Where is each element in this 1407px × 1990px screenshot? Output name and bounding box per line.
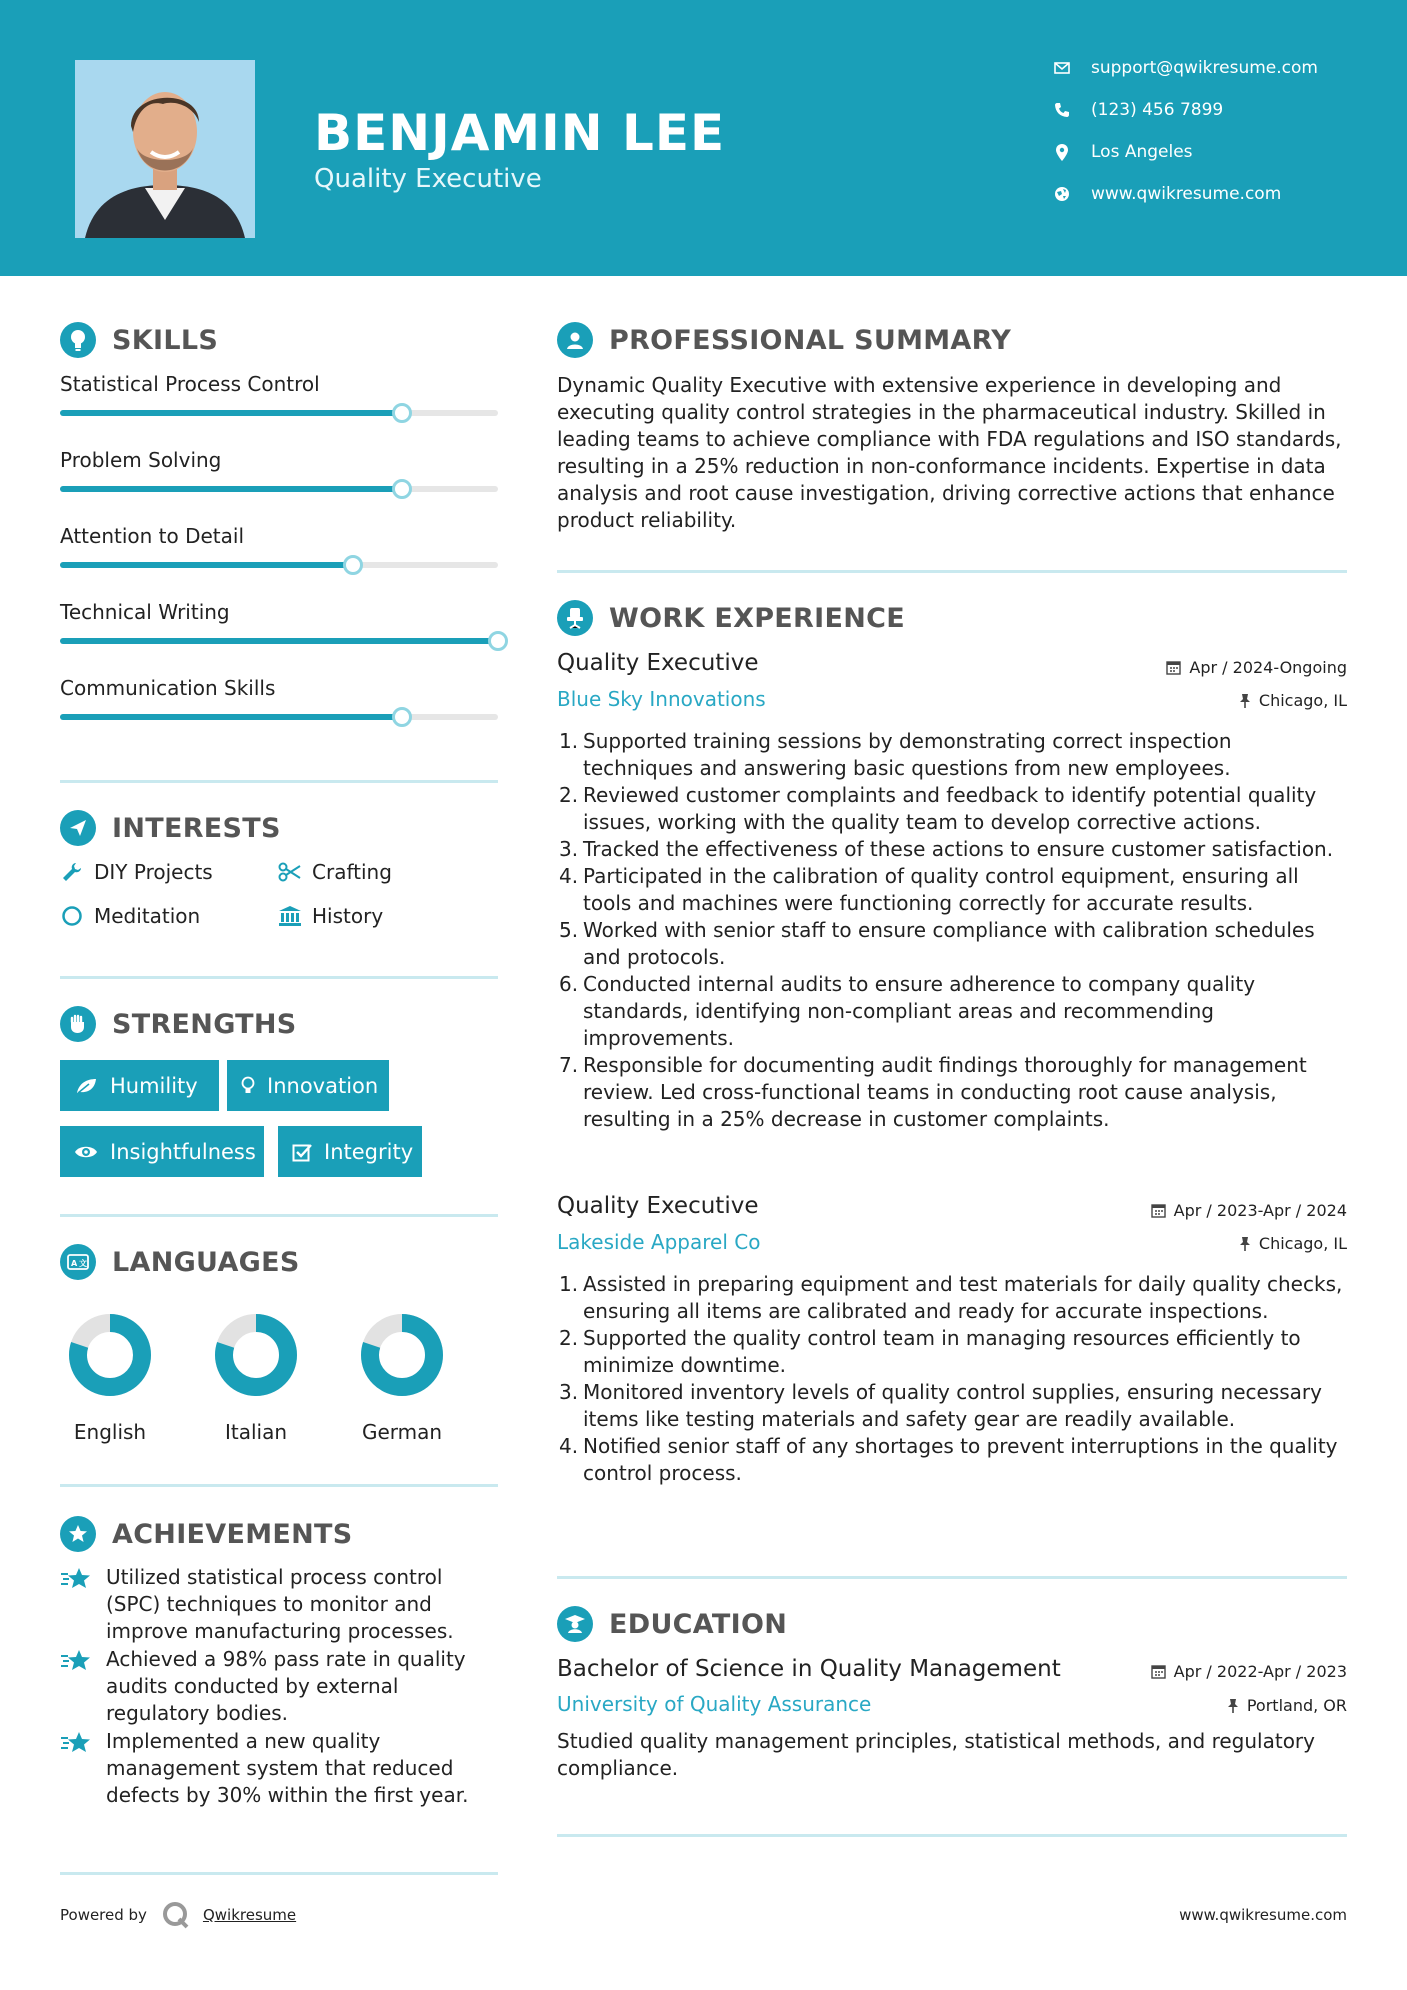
- language-donut: [67, 1312, 153, 1398]
- calendar-icon: [1151, 1664, 1166, 1679]
- bullet-text: Worked with senior staff to ensure compliance with calibration schedules and protocols.: [583, 918, 1315, 969]
- job-dates-text: Apr / 2023-Apr / 2024: [1173, 1201, 1347, 1220]
- bullet-text: Supported training sessions by demonstrating correct inspection techniques and answering basic questions from new employees.: [583, 729, 1232, 780]
- bullet-text: Reviewed customer complaints and feedback to identify potential quality issues, working with the quality team to develop corrective actions.: [583, 783, 1317, 834]
- achievement-text: Achieved a 98% pass rate in quality audits conducted by external regulatory bodies.: [106, 1647, 466, 1725]
- hand-icon: [60, 1006, 96, 1042]
- job-location-text: Chicago, IL: [1258, 691, 1347, 710]
- brand-link[interactable]: Qwikresume: [202, 1906, 297, 1924]
- education-dates: [1151, 1662, 1347, 1681]
- envelope-icon: [1053, 59, 1071, 77]
- job-bullet: [559, 1271, 1347, 1325]
- bullet-number: 3.: [559, 837, 579, 861]
- powered-by-text: Powered by: [60, 1906, 147, 1924]
- bullet-number: 2.: [559, 1326, 579, 1350]
- strength-label: Innovation: [267, 1073, 379, 1098]
- skill-level-knob: [488, 631, 508, 651]
- job-bullet: [559, 917, 1347, 971]
- job-bullet: [559, 863, 1347, 917]
- circle-icon: [60, 904, 84, 928]
- education-dates-text: Apr / 2022-Apr / 2023: [1173, 1662, 1347, 1681]
- bullet-text: Notified senior staff of any shortages to prevent interruptions in the quality control process.: [583, 1434, 1338, 1485]
- bullet-number: 4.: [559, 864, 579, 888]
- calendar-icon: [1166, 660, 1181, 675]
- languages-heading: [60, 1244, 300, 1280]
- bullet-number: 1.: [559, 1272, 579, 1296]
- leaf-icon: [74, 1074, 98, 1098]
- achievement-item: [60, 1646, 498, 1727]
- job-bullet: [559, 836, 1347, 863]
- graduate-icon: [557, 1606, 593, 1642]
- star-icon: [60, 1648, 92, 1680]
- section-divider: [60, 1872, 498, 1875]
- svg-text:文: 文: [79, 1259, 88, 1268]
- bullet-text: Tracked the effectiveness of these actions to ensure customer satisfaction.: [583, 837, 1334, 861]
- location-icon: [1053, 143, 1071, 161]
- job-bullets: [559, 1271, 1347, 1487]
- section-divider: [557, 1576, 1347, 1579]
- calendar-icon: [1151, 1203, 1166, 1218]
- profile-photo: [75, 60, 255, 238]
- strength-label: Integrity: [324, 1139, 414, 1164]
- contact-email[interactable]: [1053, 58, 1318, 78]
- job-bullet: [559, 782, 1347, 836]
- skill-level-knob: [392, 403, 412, 423]
- paper-plane-icon: [60, 810, 96, 846]
- candidate-name: BENJAMIN LEE: [314, 104, 726, 162]
- job-dates-text: Apr / 2024-Ongoing: [1189, 658, 1347, 677]
- interest-label: Crafting: [312, 860, 392, 884]
- interest-label: Meditation: [94, 904, 201, 928]
- star-badge-icon: [60, 1516, 96, 1552]
- interest-item: [60, 860, 213, 884]
- language-donut: [359, 1312, 445, 1398]
- strength-label: Insightfulness: [110, 1139, 256, 1164]
- bullet-text: Supported the quality control team in managing resources efficiently to minimize downtime.: [583, 1326, 1301, 1377]
- bullet-text: Participated in the calibration of quality control equipment, ensuring all tools and machines were functioning correctly for accurate results.: [583, 864, 1299, 915]
- languages-title: LANGUAGES: [112, 1246, 300, 1278]
- strength-tag: [60, 1126, 264, 1177]
- achievement-item: [60, 1728, 498, 1809]
- contact-website-text: www.qwikresume.com: [1091, 184, 1282, 204]
- education-location-text: Portland, OR: [1246, 1696, 1347, 1715]
- summary-title: PROFESSIONAL SUMMARY: [609, 324, 1012, 356]
- job-dates: [1166, 658, 1347, 677]
- bullet-text: Assisted in preparing equipment and test materials for daily quality checks, ensuring all items are calibrated and ready for accurate inspections.: [583, 1272, 1343, 1323]
- interest-item: [60, 904, 200, 928]
- skill-label: Problem Solving: [60, 448, 222, 472]
- skill-level-knob: [343, 555, 363, 575]
- experience-heading: [557, 600, 905, 636]
- job-bullet: [559, 728, 1347, 782]
- footer-powered-by: [60, 1900, 296, 1930]
- job-title: Quality Executive: [557, 650, 759, 676]
- section-divider: [60, 780, 498, 783]
- education-heading: [557, 1606, 787, 1642]
- skills-heading: [60, 322, 218, 358]
- bullet-number: 7.: [559, 1053, 579, 1077]
- skill-bar: [60, 486, 498, 492]
- skill-label: Statistical Process Control: [60, 372, 320, 396]
- company-name: Lakeside Apparel Co: [557, 1230, 761, 1254]
- skill-bar-fill: [60, 486, 402, 492]
- education-location: [1227, 1696, 1347, 1715]
- star-icon: [60, 1730, 92, 1762]
- section-divider: [60, 1214, 498, 1217]
- strength-tag: [227, 1060, 389, 1111]
- contact-phone-text: (123) 456 7899: [1091, 100, 1224, 120]
- job-bullet: [559, 1379, 1347, 1433]
- contact-website[interactable]: [1053, 184, 1281, 204]
- skill-label: Attention to Detail: [60, 524, 245, 548]
- bullet-number: 1.: [559, 729, 579, 753]
- eye-icon: [74, 1140, 98, 1164]
- contact-location: [1053, 142, 1193, 162]
- achievements-heading: [60, 1516, 353, 1552]
- language-item: [60, 1312, 160, 1444]
- job-bullet: [559, 971, 1347, 1052]
- education-text: Studied quality management principles, statistical methods, and regulatory compliance.: [557, 1729, 1315, 1780]
- contact-phone[interactable]: [1053, 100, 1223, 120]
- language-icon: [60, 1244, 96, 1280]
- summary-heading: [557, 322, 1011, 358]
- scissors-icon: [278, 860, 302, 884]
- job-location-text: Chicago, IL: [1258, 1234, 1347, 1253]
- section-divider: [60, 976, 498, 979]
- section-divider: [557, 1834, 1347, 1837]
- bullet-number: 2.: [559, 783, 579, 807]
- skill-bar-fill: [60, 714, 402, 720]
- language-label: English: [73, 1420, 147, 1444]
- skill-item: [60, 676, 498, 700]
- strength-tag: [60, 1060, 219, 1111]
- job-location: [1239, 691, 1347, 710]
- skill-level-knob: [392, 479, 412, 499]
- pushpin-icon: [1239, 693, 1251, 708]
- footer-url[interactable]: www.qwikresume.com: [1179, 1906, 1347, 1924]
- strength-tag: [278, 1126, 422, 1177]
- phone-icon: [1053, 101, 1071, 119]
- section-divider: [557, 570, 1347, 573]
- bullet-text: Responsible for documenting audit findings thoroughly for management review. Led cross-functional teams in conducting root cause analysis, resulting in a 25% decrease in customer complaints.: [583, 1053, 1307, 1131]
- skill-bar: [60, 638, 498, 644]
- svg-text:A: A: [71, 1259, 78, 1268]
- section-divider: [60, 1484, 498, 1487]
- skill-item: [60, 524, 498, 548]
- degree-title: Bachelor of Science in Quality Management: [557, 1656, 1061, 1682]
- interest-item: [278, 860, 392, 884]
- bullet-number: 6.: [559, 972, 579, 996]
- language-donut: [213, 1312, 299, 1398]
- contact-email-text: support@qwikresume.com: [1091, 58, 1318, 78]
- school-name: University of Quality Assurance: [557, 1692, 872, 1716]
- pushpin-icon: [1239, 1236, 1251, 1251]
- education-title: EDUCATION: [609, 1608, 788, 1640]
- wrench-icon: [60, 860, 84, 884]
- job-bullet: [559, 1433, 1347, 1487]
- skill-label: Communication Skills: [60, 676, 276, 700]
- language-label: Italian: [224, 1420, 288, 1444]
- interest-item: [278, 904, 383, 928]
- achievements-title: ACHIEVEMENTS: [112, 1518, 353, 1550]
- lightbulb-icon: [241, 1074, 255, 1098]
- interests-title: INTERESTS: [112, 812, 281, 844]
- bullet-number: 5.: [559, 918, 579, 942]
- skill-bar-fill: [60, 562, 353, 568]
- skill-bar: [60, 714, 498, 720]
- candidate-role: Quality Executive: [314, 164, 542, 194]
- skills-title: SKILLS: [112, 324, 219, 356]
- strengths-title: STRENGTHS: [112, 1008, 297, 1040]
- language-item: [352, 1312, 452, 1444]
- museum-icon: [278, 904, 302, 928]
- bullet-text: Monitored inventory levels of quality control supplies, ensuring necessary items like testing materials and safety gear are readily available.: [583, 1380, 1322, 1431]
- qwikresume-logo-icon: [161, 1900, 191, 1930]
- skill-item: [60, 600, 498, 624]
- language-item: [206, 1312, 306, 1444]
- job-location: [1239, 1234, 1347, 1253]
- experience-title: WORK EXPERIENCE: [609, 602, 905, 634]
- skill-label: Technical Writing: [60, 600, 230, 624]
- job-dates: [1151, 1201, 1347, 1220]
- pushpin-icon: [1227, 1698, 1239, 1713]
- company-name: Blue Sky Innovations: [557, 687, 766, 711]
- strength-label: Humility: [110, 1073, 198, 1098]
- skill-item: [60, 448, 498, 472]
- achievement-text: Implemented a new quality management system that reduced defects by 30% within the first year.: [106, 1729, 469, 1807]
- achievement-item: [60, 1564, 498, 1645]
- job-bullets: [559, 728, 1347, 1133]
- lightbulb-icon: [60, 322, 96, 358]
- skill-item: [60, 372, 498, 396]
- user-icon: [557, 322, 593, 358]
- interest-label: DIY Projects: [94, 860, 213, 884]
- checkbox-icon: [292, 1140, 312, 1164]
- skill-bar: [60, 562, 498, 568]
- bullet-number: 3.: [559, 1380, 579, 1404]
- skill-bar: [60, 410, 498, 416]
- star-icon: [60, 1566, 92, 1598]
- resume-header: [0, 0, 1407, 276]
- office-chair-icon: [557, 600, 593, 636]
- job-bullet: [559, 1052, 1347, 1133]
- achievement-text: Utilized statistical process control (SPC) techniques to monitor and improve manufacturing processes.: [106, 1565, 454, 1643]
- contact-location-text: Los Angeles: [1091, 142, 1193, 162]
- bullet-number: 4.: [559, 1434, 579, 1458]
- skill-bar-fill: [60, 410, 402, 416]
- job-title: Quality Executive: [557, 1193, 759, 1219]
- interest-label: History: [312, 904, 384, 928]
- job-bullet: [559, 1325, 1347, 1379]
- strengths-heading: [60, 1006, 297, 1042]
- globe-icon: [1053, 185, 1071, 203]
- summary-text: Dynamic Quality Executive with extensive experience in developing and executing quality control strategies in the pharmaceutical industry. Skilled in leading teams to achieve compliance with FDA regulations and ISO standards, resulting in a 25% reduction in non-conformance incidents. Expertise in data analysis and root cause investigation, driving corrective actions that enhance product reliability.: [557, 373, 1342, 532]
- interests-heading: [60, 810, 281, 846]
- bullet-text: Conducted internal audits to ensure adherence to company quality standards, identifying non-compliant areas and recommending improvements.: [583, 972, 1256, 1050]
- skill-level-knob: [392, 707, 412, 727]
- language-label: German: [361, 1420, 443, 1444]
- skill-bar-fill: [60, 638, 498, 644]
